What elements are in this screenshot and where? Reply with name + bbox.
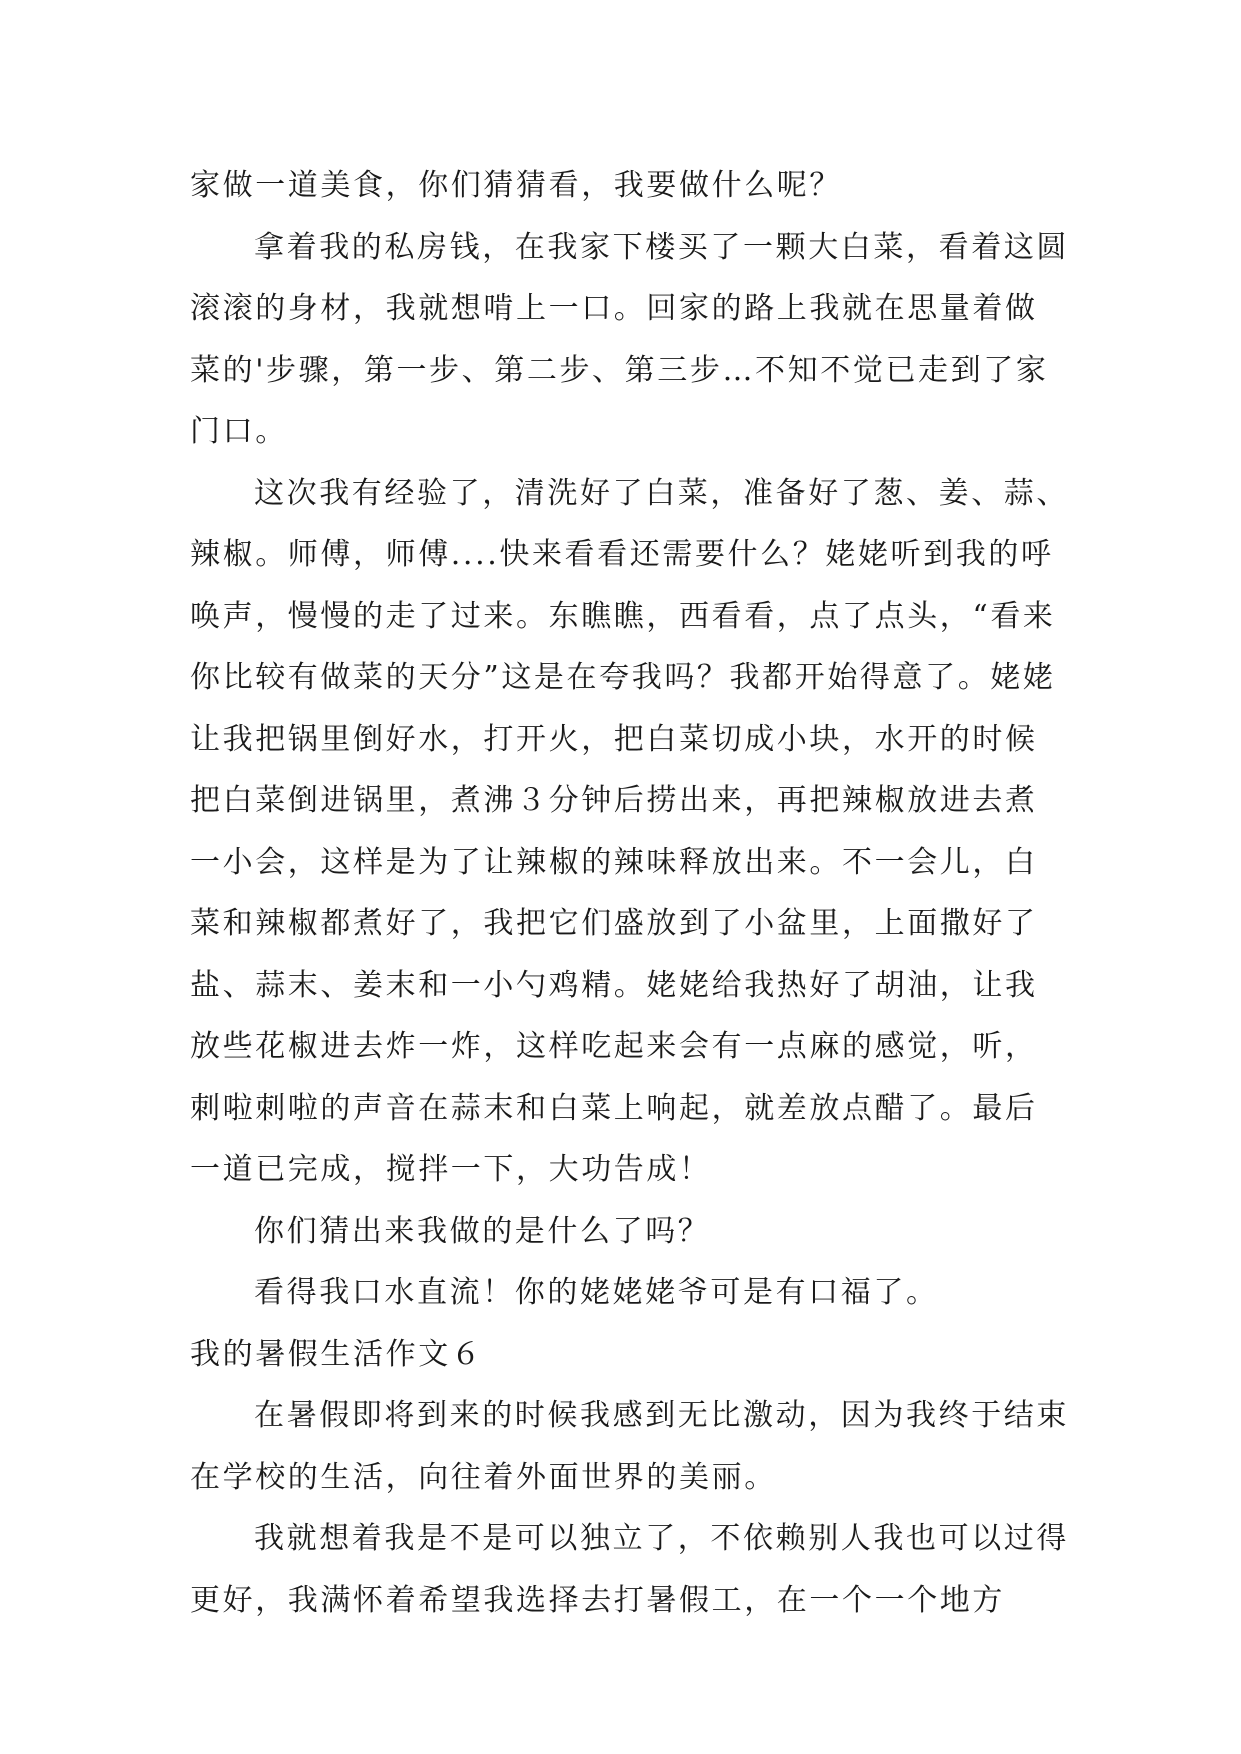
paragraph-conclusion: 看得我口水直流！你的姥姥姥爷可是有口福了。 [254,1275,939,1310]
essay-title: 我的暑假生活作文６ [190,1336,484,1372]
paragraph-buy-cabbage: 拿着我的私房钱，在我家下楼买了一颗大白菜，看着这圆滚滚的身材，我就想啃上一口。回家的路上我就在思量着做菜的'步骤，第一步、第二步、第三步…不知不觉已走到了家门口。 [190,229,1069,449]
paragraph-summer-intro: 在暑假即将到来的时候我感到无比激动，因为我终于结束在学校的生活，向往着外面世界的美丽。 [190,1398,1069,1495]
paragraph-summer-job: 我就想着我是不是可以独立了，不依赖别人我也可以过得更好，我满怀着希望我选择去打暑假工，在一个一个地方 [190,1521,1069,1618]
paragraph-cooking-steps: 这次我有经验了，清洗好了白菜，准备好了葱、姜、蒜、辣椒。师傅，师傅....快来看看还需要什么？姥姥听到我的呼唤声，慢慢的走了过来。东瞧瞧，西看看，点了点头，“看来你比较有做菜的天分”这是在夸我吗？我都开始得意了。姥姥让我把锅里倒好水，打开火，把白菜切成小块，水开的时候把白菜倒进锅里，煮沸３分钟后捞出来，再把辣椒放进去煮一小会，这样是为了让辣椒的辣味释放出来。不一会儿，白菜和辣椒都煮好了，我把它们盛放到了小盆里，上面撒好了盐、蒜末、姜末和一小勺鸡精。姥姥给我热好了胡油，让我放些花椒进去炸一炸，这样吃起来会有一点麻的感觉，听，刺啦刺啦的声音在蒜末和白菜上响起，就差放点醋了。最后一道已完成，搅拌一下，大功告成！ [190,475,1069,1187]
paragraph-question: 你们猜出来我做的是什么了吗？ [254,1213,711,1249]
document-body [190,155,1070,1631]
paragraph-continuation: 家做一道美食，你们猜猜看，我要做什么呢？ [190,168,842,203]
